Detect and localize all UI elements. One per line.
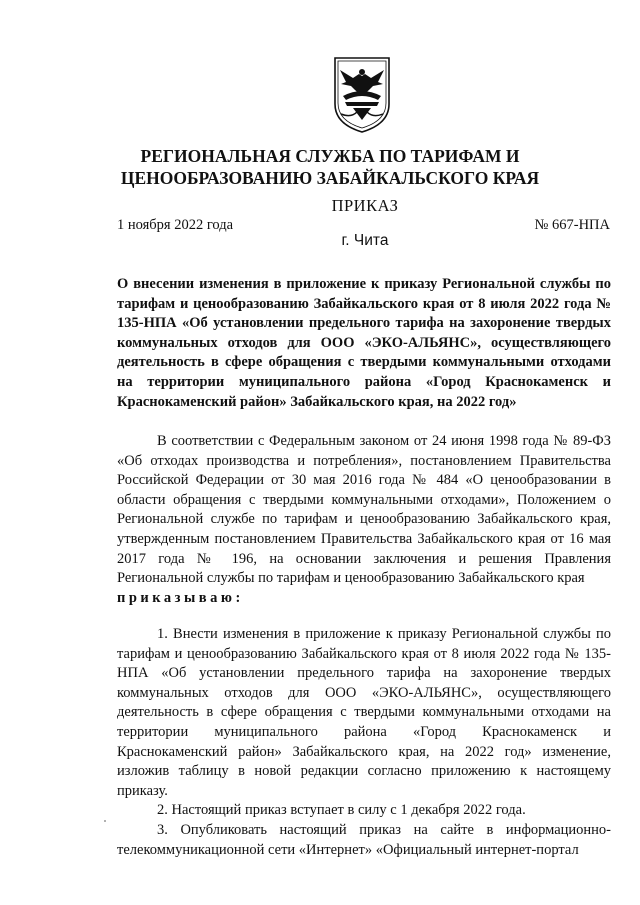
organization-title — [120, 145, 540, 189]
document-city: г. Чита — [341, 232, 389, 249]
margin-dot — [104, 820, 106, 822]
item-2: 2. Настоящий приказ вступает в силу с 1 декабря 2022 года. — [157, 802, 526, 819]
preamble-block — [117, 432, 611, 608]
document-heading: О внесении изменения в приложение к приказу Региональной службы по тарифам и ценообразованию Забайкальского края от 8 июля 2022 года № 135-НПА «Об установлении предельного тарифа на захоронение твердых коммунальных отходов для ООО «ЭКО-АЛЬЯНС», осуществляющего деятельность в сфере обращения с твердыми коммунальными отходами на территории муниципального района «Город Краснокаменск и Краснокаменский район» Забайкальского края, на 2022 год» — [117, 276, 611, 410]
organization-title-line-2: ЦЕНООБРАЗОВАНИЮ ЗАБАЙКАЛЬСКОГО КРАЯ — [120, 168, 540, 188]
document-number: № 667-НПА — [534, 217, 610, 233]
organization-title-line-1: РЕГИОНАЛЬНАЯ СЛУЖБА ПО ТАРИФАМ И — [140, 146, 520, 166]
document-type: ПРИКАЗ — [331, 196, 399, 215]
coat-of-arms-emblem — [331, 56, 393, 134]
order-word: приказываю: — [117, 589, 244, 606]
items-block — [117, 625, 611, 860]
document-date: 1 ноября 2022 года — [117, 217, 234, 233]
item-3: 3. Опубликовать настоящий приказ на сайте в информационно-телекоммуникационной сети «Интернет» «Официальный интернет-портал — [117, 821, 611, 858]
item-1: 1. Внести изменения в приложение к приказу Региональной службы по тарифам и ценообразованию Забайкальского края от 8 июля 2022 года № 135-НПА «Об установлении предельного тарифа на захоронение твердых коммунальных отходов для ООО «ЭКО-АЛЬЯНС», осуществляющего деятельность в сфере обращения с твердыми коммунальными отходами на территории муниципального района «Город Краснокаменск и Краснокаменский район» Забайкальского края, на 2022 год» изменение, изложив таблицу в новой редакции согласно приложению к настоящему приказу. — [117, 626, 611, 799]
preamble-text: В соответствии с Федеральным законом от 24 июня 1998 года № 89-ФЗ «Об отходах производства и потребления», постановлением Правительства Российской Федерации от 30 мая 2016 года № 484 «О ценообразовании в области обращения с твердыми коммунальными отходами», Положением о Региональной службе по тарифам и ценообразованию Забайкальского края, утвержденным постановлением Правительства Забайкальского края от 16 мая 2017 года № 196, на основании заключения и решения Правления Региональной службы по тарифам и ценообразованию Забайкальского края — [117, 433, 611, 587]
